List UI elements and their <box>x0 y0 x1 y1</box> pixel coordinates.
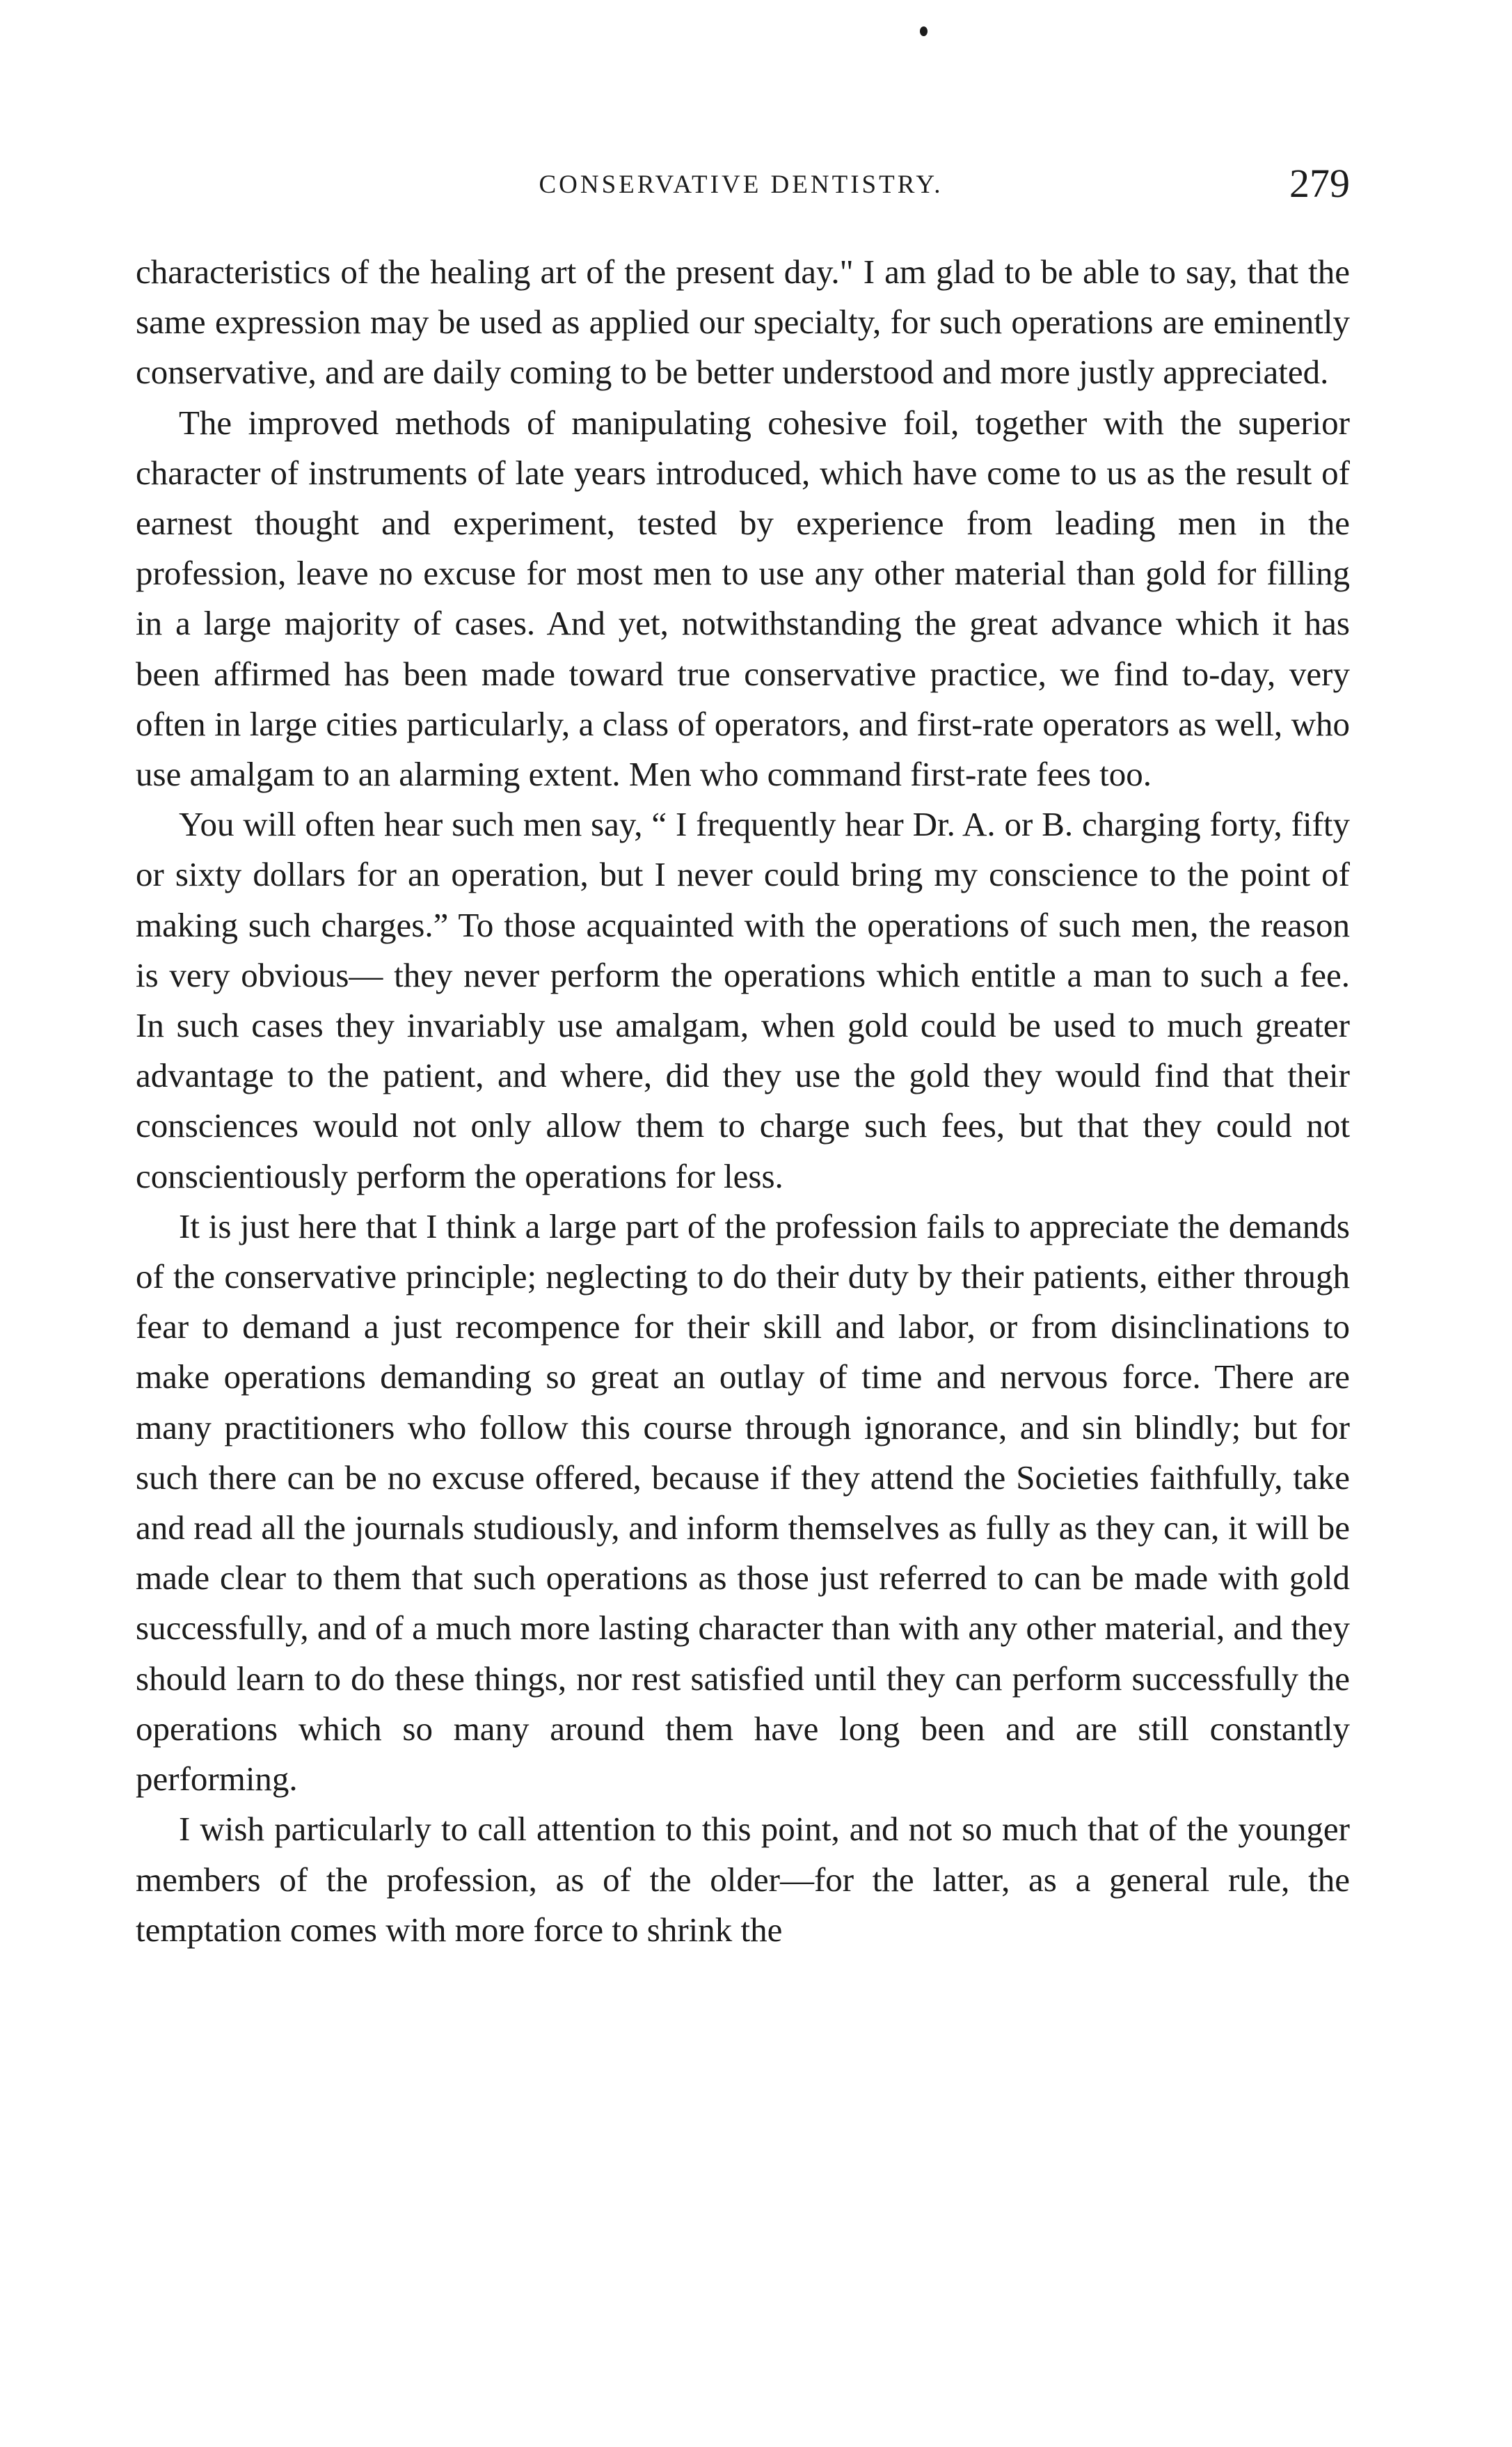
page-number: 279 <box>1289 161 1350 206</box>
paragraph: I wish particularly to call attention to this point, and not so much that of the younger members of the profession, as of the older—for the latter, as a general rule, the temptation comes with more force to shrink the <box>136 1810 1350 1949</box>
paragraph: You will often hear such men say, “ I frequently hear Dr. A. or B. charging forty, fifty or sixty dollars for an operation, but I never could bring my conscience to the point of making such charges.” To those acquainted with the operations of such men, the reason is very obvious— they never perform the operations which entitle a man to such a fee. In such cases they invariably use amalgam, when gold could be used to much greater advantage to the patient, and where, did they use the gold they would find that their consciences would not only allow them to charge such fees, but that they could not conscientiously perform the operations for less. <box>136 805 1350 1195</box>
paragraph: The improved methods of manipulating cohesive foil, together with the superior character of instruments of late years introduced, which have come to us as the result of earnest thought and experiment, tested by experience from leading men in the profession, leave no excuse for most men to use any other material than gold for filling in a large majority of cases. And yet, notwithstanding the great advance which it has been affirmed has been made toward true conservative practice, we find to-day, very often in large cities particularly, a class of operators, and first-rate operators as well, who use amalgam to an alarming extent. Men who command first-rate fees too. <box>136 403 1350 794</box>
running-head <box>132 160 1350 216</box>
paragraph-continued: characteristics of the healing art of the present day." I am glad to be able to say, that the same expression may be used as applied our specialty, for such operations are eminently conservative, and are daily coming to be better understood and more justly appreciated. <box>136 253 1350 392</box>
paragraph: It is just here that I think a large part of the profession fails to appreciate the demands of the conservative principle; neglecting to do their duty by their patients, either through fear to demand a just recompence for their skill and labor, or from disinclinations to make operations demanding so great an outlay of time and nervous force. There are many practitioners who follow this course through ignorance, and sin blindly; but for such there can be no excuse offered, because if they attend the Societies faithfully, take and read all the journals studiously, and inform themselves as fully as they can, it will be made clear to them that such operations as those just referred to can be made with gold successfully, and of a much more lasting character than with any other material, and they should learn to do these things, nor rest satisfied until they can perform successfully the operations which so many around them have long been and are still constantly performing. <box>136 1206 1350 1799</box>
body-text <box>136 247 1350 1955</box>
ink-speck <box>920 26 928 36</box>
running-title: CONSERVATIVE DENTISTRY. <box>539 170 944 199</box>
